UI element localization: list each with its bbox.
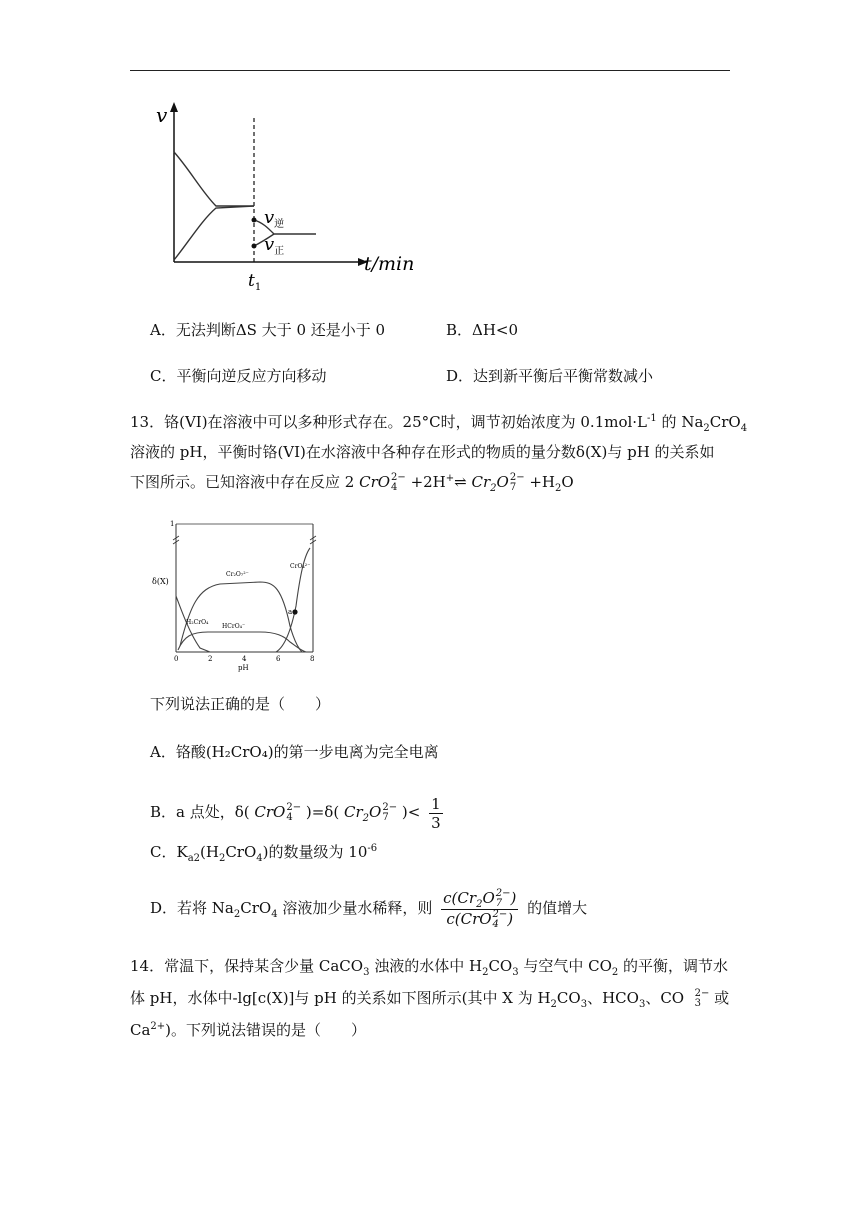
q13-option-a: A．铬酸(H₂CrO₄)的第一步电离为完全电离 [150, 743, 439, 761]
fig2-label-cr2o7: Cr₂O₇²⁻ [226, 571, 249, 578]
fig2-y-top-label: 1 [170, 520, 175, 528]
q13-stem-line1: 13．铬(VI)在溶液中可以多种形式存在。25°C时，调节初始浓度为 $0.1mol\cdot L^{-1}$ 的 $Na_2CrO_4$ [130, 413, 748, 434]
q12-option-a: A．无法判断ΔS 大于 0 还是小于 0 [150, 321, 386, 339]
q13-option-b-fraction: $\frac{1}{3}$ [431, 794, 441, 832]
q13-prompt: 下列说法正确的是（ ） [150, 695, 331, 713]
q13-stem-line2: 溶液的 pH，平衡时铬(VI)在水溶液中各种存在形式的物质的量分数δ(X)与 pH 的关系如 [130, 443, 715, 461]
fig2-label-cro4: CrO₄²⁻ [290, 563, 311, 570]
fig2-x-tick-4: 4 [242, 655, 247, 663]
fig1-point-rev [252, 218, 257, 223]
figure-fraction-ph [150, 516, 330, 672]
q12-option-c: C．平衡向逆反应方向移动 [150, 367, 327, 385]
fig2-x-label: pH [238, 664, 249, 672]
fig2-label-h2cro4: H₂CrO₄ [186, 619, 209, 626]
fig2-curve-cr2o7 [180, 582, 302, 652]
fig2-label-hcro4: HCrO₄⁻ [222, 623, 246, 630]
q13-option-d: D．若将 $Na_2CrO_4$ 溶液加少量水稀释，则 $c(Cr_2O$ 2− 7 ) c(CrO 2− 4 ) 的值增大 [150, 887, 588, 930]
q13-option-d-fraction: $c(Cr_2O$ 2− 7 ) c(CrO 2− 4 ) [443, 887, 517, 930]
fig1-reverse-curve-initial [174, 206, 254, 260]
header-rule [130, 70, 730, 71]
fig2-x-tick-6: 6 [276, 655, 281, 663]
fig2-y-label: δ(X) [152, 577, 169, 586]
fig1-y-label: v [156, 103, 168, 127]
fig1-v-fwd-label: $v_正$ [264, 234, 285, 257]
fig2-curve-hcro4 [178, 632, 306, 652]
fig1-y-arrow [170, 102, 178, 112]
q12-option-d: D．达到新平衡后平衡常数减小 [446, 367, 654, 385]
q13-option-c: C．$K_{a2}(H_2CrO_4)$的数量级为 $10^{-6}$ [150, 843, 378, 864]
q13-option-b: B．a 点处，δ( CrO 2− 4 )=δ( $Cr_2O$ 2− 7 )< $\frac{1}{3}$ [150, 794, 441, 832]
fig2-x-tick-2: 2 [208, 655, 213, 663]
fig2-point-a-label: a [288, 608, 293, 616]
q14-stem-line2: 体 pH，水体中-lg[c(X)]与 pH 的关系如下图所示(其中 X 为 $H_2CO_3$、$HCO_3$、CO 2− 3 或 [130, 988, 730, 1010]
fig1-v-rev-label: $v_逆$ [264, 207, 285, 230]
fig2-point-a [292, 609, 297, 614]
fig2-x-tick-0: 0 [174, 655, 179, 663]
fig1-x-label: t/min [364, 253, 415, 275]
figure-velocity-time [150, 100, 430, 295]
q14-stem-line3: $Ca^{2+}$)。下列说法错误的是（ ） [130, 1021, 367, 1039]
q14-stem-line1: 14．常温下，保持某含少量 CaCO$_3$ 浊液的水体中 $H_2CO_3$ 与空气中 $CO_2$ 的平衡，调节水 [130, 957, 729, 978]
fig1-t1-label: $t_1$ [248, 271, 262, 293]
fig1-forward-curve-initial [174, 152, 254, 206]
fig1-point-fwd [252, 244, 257, 249]
fig2-x-tick-8: 8 [310, 655, 315, 663]
q12-option-b: B．ΔH<0 [446, 321, 519, 339]
fig2-x-ticks [174, 655, 314, 663]
q13-stem-line3: 下图所示。已知溶液中存在反应 2 CrO 2− 4 +2H+⇌ $Cr_2O$ 2− 7 $+H_2O$ [130, 472, 574, 494]
